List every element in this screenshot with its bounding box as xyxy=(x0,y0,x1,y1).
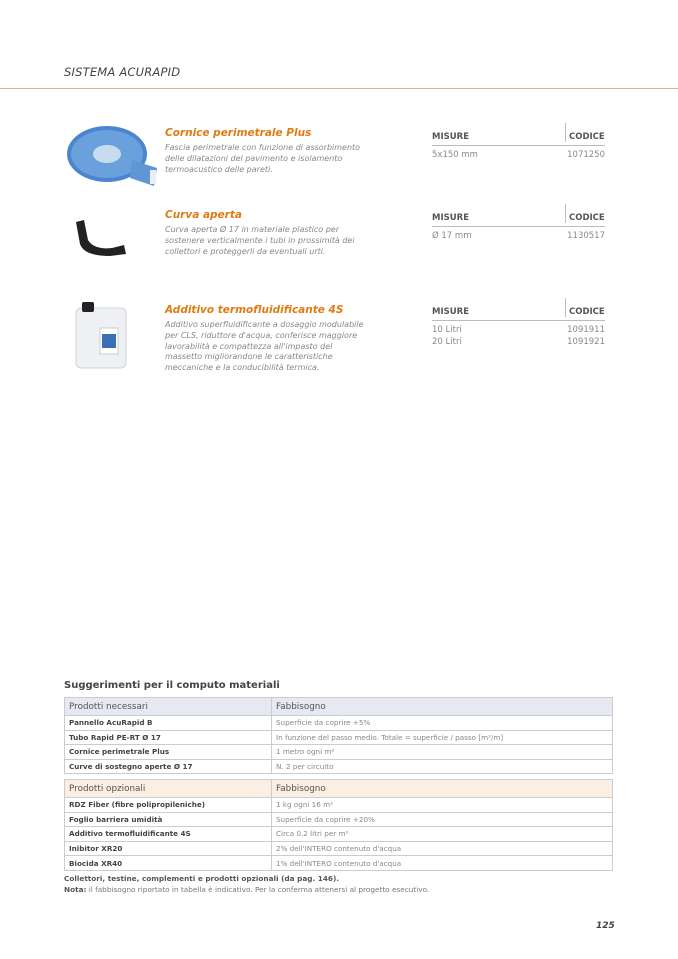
header-divider xyxy=(0,88,678,89)
product-description: Curva aperta Ø 17 in materiale plastico per sostenere verticalmente i tubi in prossimità dei collettori e proteggerli da eventuali urti. xyxy=(165,225,355,256)
required-products-table: Prodotti necessari Fabbisogno Pannello AcuRapid B Superficie da coprire +5% Tubo Rapid PE-RT Ø 17 In funzione del passo medio. Totale = superficie / passo [m²/m] Cornice perimetrale Plus 1 metro ogni m² Curve di sostegno aperte Ø 17 N. 2 per circuito xyxy=(64,697,613,774)
table-row: Tubo Rapid PE-RT Ø 17 In funzione del passo medio. Totale = superficie / passo [m²/m] xyxy=(65,730,613,745)
suggestions-title: Suggerimenti per il computo materiali xyxy=(64,680,280,691)
table-row: Pannello AcuRapid B Superficie da coprire +5% xyxy=(65,716,613,731)
open-curve-image xyxy=(72,218,132,260)
product-title: Additivo termofluidificante 4S xyxy=(165,304,344,316)
product-spec-table: MISURE CODICE Ø 17 mm 1130517 xyxy=(432,208,605,243)
table-row: Inibitor XR20 2% dell'INTERO contenuto d'acqua xyxy=(65,841,613,856)
optional-products-table: Prodotti opzionali Fabbisogno RDZ Fiber (fibre polipropileniche) 1 kg ogni 16 m² Foglio barriera umidità Superficie da coprire +20% Additivo termofluidificante 4S Circa 0.2 litri per m² Inibitor XR20 2% dell'INTERO contenuto d'acqua Biocida XR40 1% dell'INTERO contenuto d'acqua xyxy=(64,779,613,871)
product-title: Curva aperta xyxy=(165,209,242,221)
product-additivo xyxy=(165,304,395,374)
notes: Collettori, testine, complementi e prodotti opzionali (da pag. 146). Nota: il fabbisogno riportato in tabella è indicativo. Per la conferma attenersi al progetto esecutivo. xyxy=(64,874,430,894)
additive-canister-image xyxy=(70,300,132,372)
product-description: Fascia perimetrale con funzione di assorbimento delle dilatazioni del pavimento e isolamento termoacustico delle pareti. xyxy=(165,143,361,174)
product-cornice xyxy=(165,127,395,175)
page-number: 125 xyxy=(596,921,615,931)
table-row: Cornice perimetrale Plus 1 metro ogni m² xyxy=(65,745,613,760)
perimeter-strip-roll-image xyxy=(62,120,162,188)
product-spec-table: MISURE CODICE 10 Litri 1091911 20 Litri 1091921 xyxy=(432,302,605,348)
section-title: SISTEMA ACURAPID xyxy=(64,65,181,79)
table-row: Additivo termofluidificante 4S Circa 0.2 litri per m² xyxy=(65,827,613,842)
product-description: Additivo superfluidificante a dosaggio modulabile per CLS, riduttore d'acqua, conferisce maggiore lavorabilità e compattezza all'impasto del massetto migliorandone le caratteristiche meccaniche e la conducibilità termica. xyxy=(165,320,364,373)
table-row: Curve di sostegno aperte Ø 17 N. 2 per circuito xyxy=(65,759,613,774)
table-row: Biocida XR40 1% dell'INTERO contenuto d'acqua xyxy=(65,856,613,871)
table-row: RDZ Fiber (fibre polipropileniche) 1 kg ogni 16 m² xyxy=(65,798,613,813)
product-spec-table: MISURE CODICE 5x150 mm 1071250 xyxy=(432,127,605,162)
product-title: Cornice perimetrale Plus xyxy=(165,127,312,139)
table-row: Foglio barriera umidità Superficie da coprire +20% xyxy=(65,812,613,827)
product-curva xyxy=(165,209,395,257)
